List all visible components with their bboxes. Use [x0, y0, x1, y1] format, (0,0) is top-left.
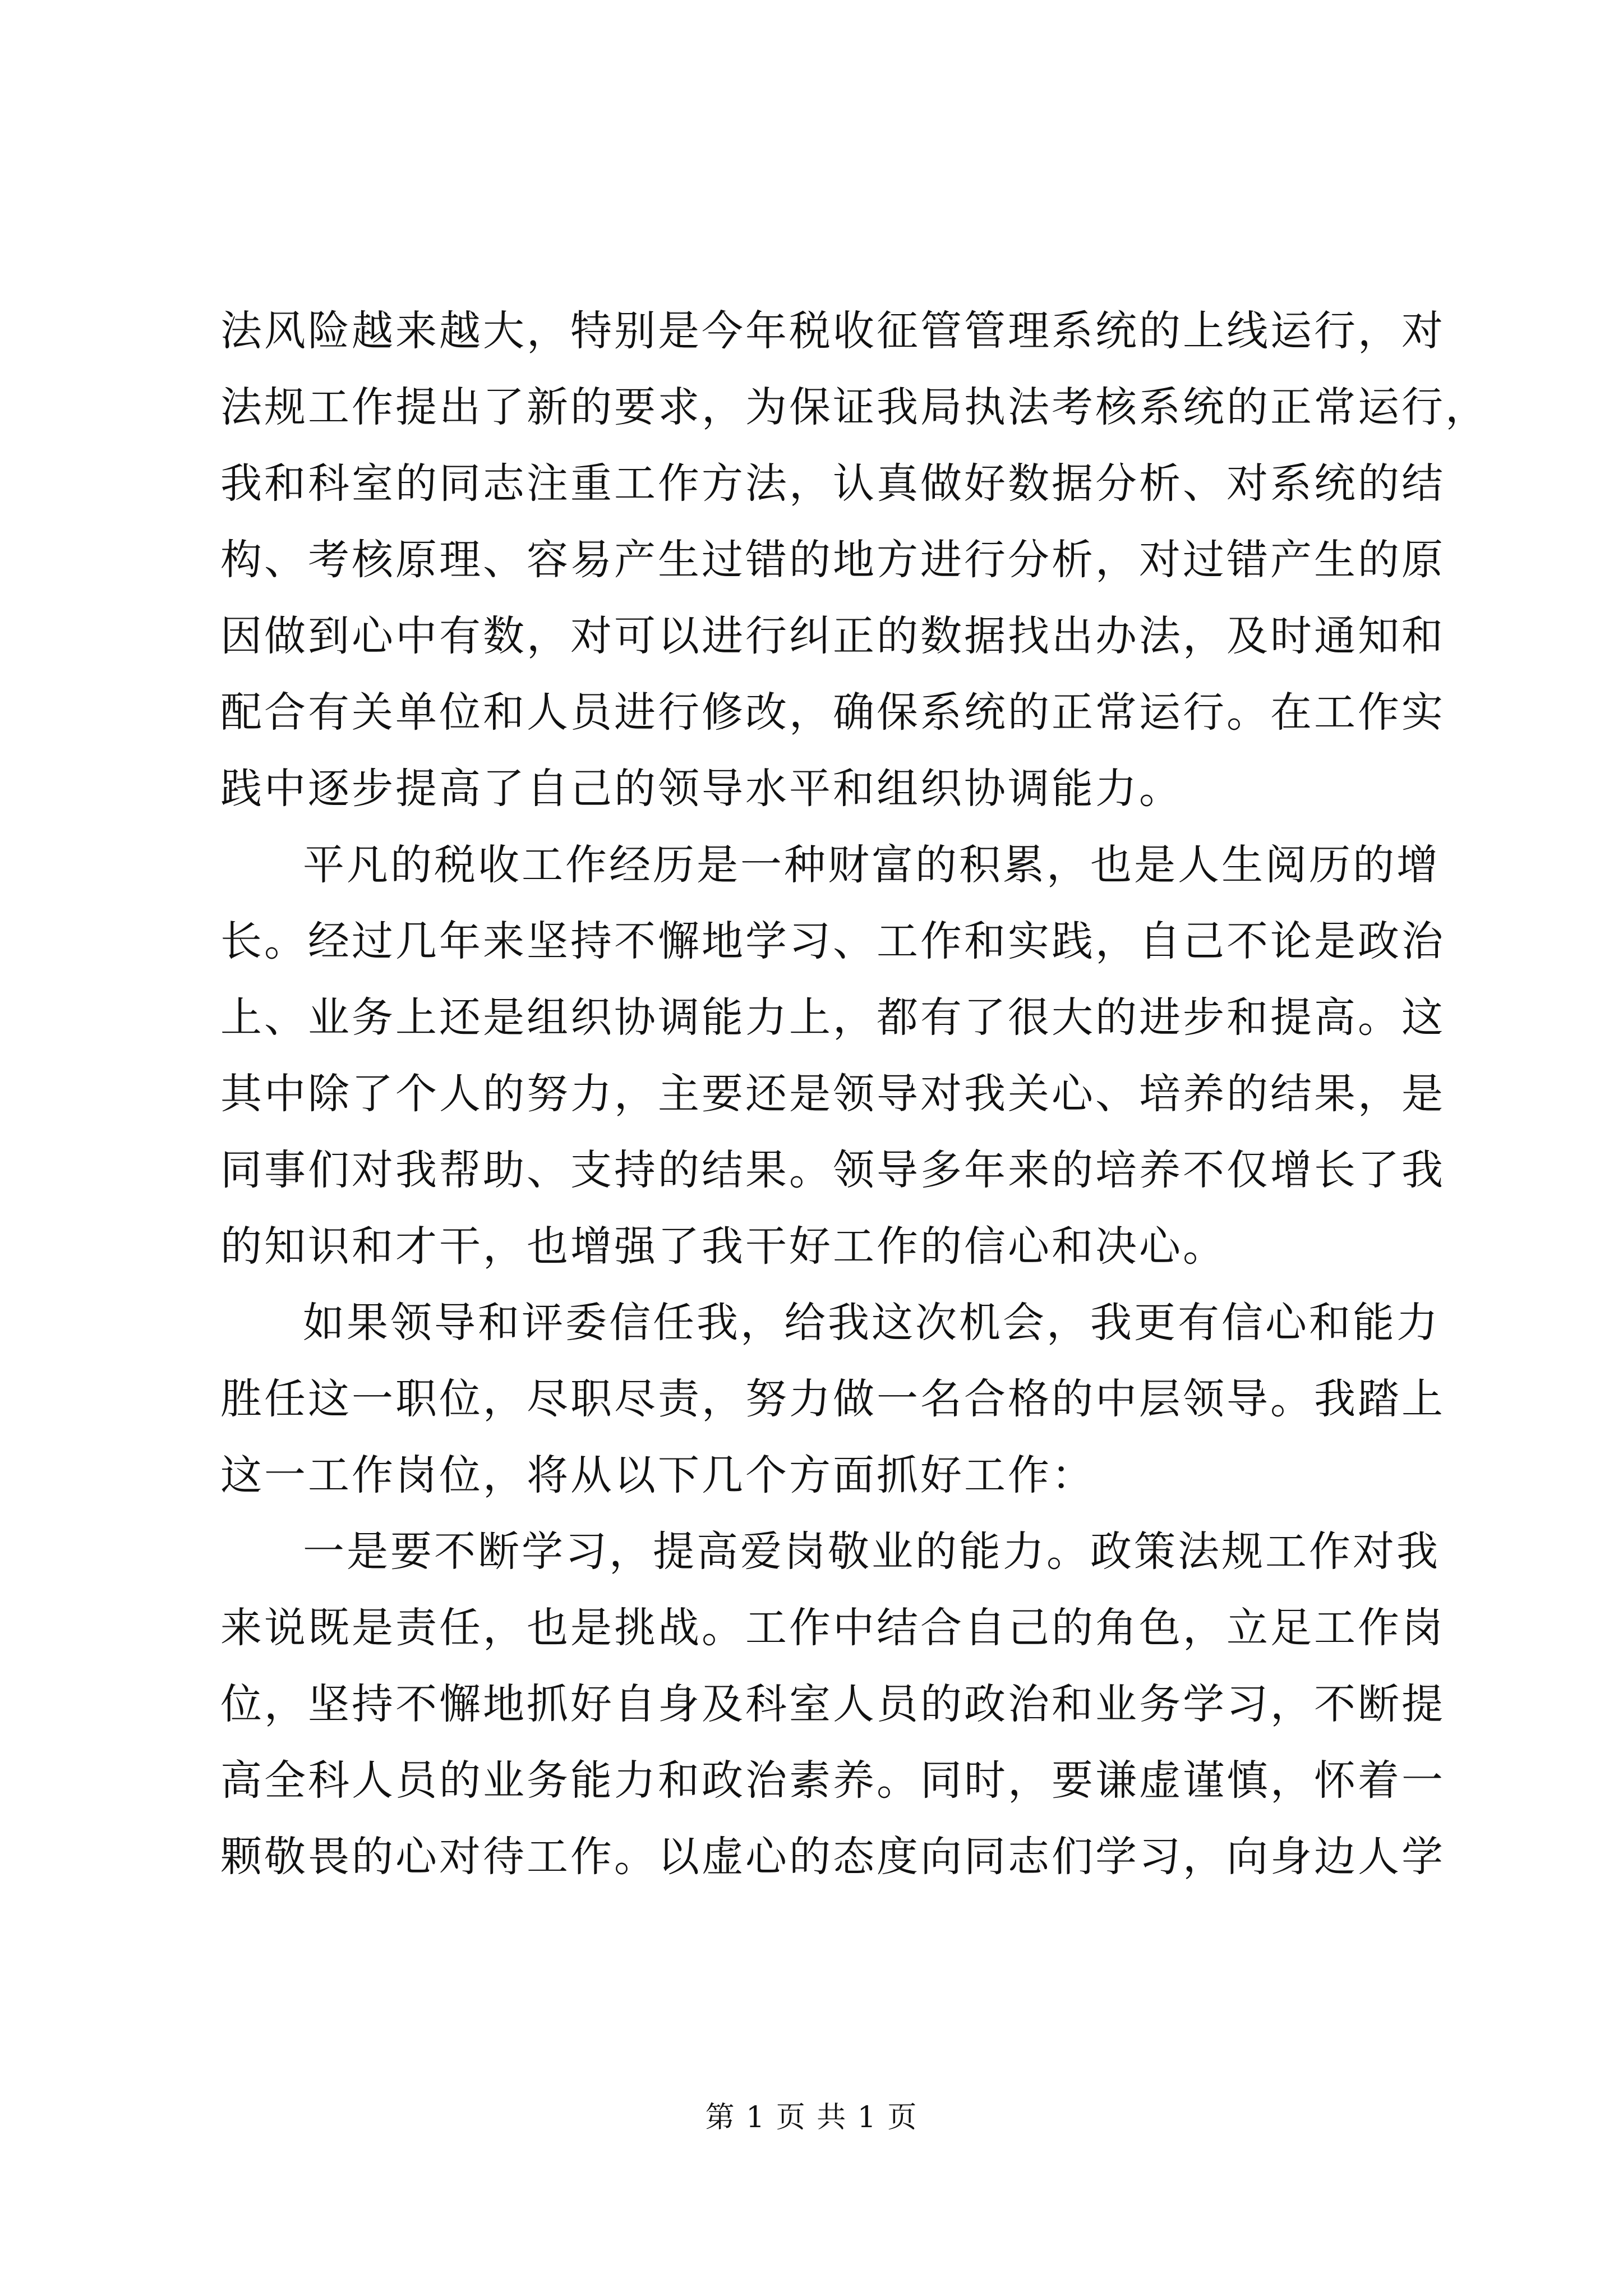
- text-line: 配合有关单位和人员进行修改，确保系统的正常运行。在工作实: [220, 688, 1445, 737]
- text-line: 这一工作岗位，将从以下几个方面抓好工作：: [220, 1451, 1095, 1499]
- text-line: 一是要不断学习，提高爱岗敬业的能力。政策法规工作对我: [303, 1527, 1440, 1576]
- text-line: 如果领导和评委信任我，给我这次机会，我更有信心和能力: [303, 1299, 1440, 1347]
- text-line: 的知识和才干，也增强了我干好工作的信心和决心。: [220, 1222, 1227, 1271]
- text-line: 同事们对我帮助、支持的结果。领导多年来的培养不仅增长了我: [220, 1146, 1445, 1194]
- text-line: 平凡的税收工作经历是一种财富的积累，也是人生阅历的增: [303, 841, 1440, 889]
- text-line: 法规工作提出了新的要求，为保证我局执法考核系统的正常运行，: [220, 383, 1489, 431]
- text-line: 胜任这一职位，尽职尽责，努力做一名合格的中层领导。我踏上: [220, 1375, 1445, 1423]
- text-line: 法风险越来越大，特别是今年税收征管管理系统的上线运行，对: [220, 307, 1445, 355]
- text-line: 其中除了个人的努力，主要还是领导对我关心、培养的结果，是: [220, 1070, 1445, 1118]
- text-line: 颗敬畏的心对待工作。以虚心的态度向同志们学习，向身边人学: [220, 1833, 1445, 1881]
- text-line: 我和科室的同志注重工作方法，认真做好数据分析、对系统的结: [220, 459, 1445, 508]
- text-line: 长。经过几年来坚持不懈地学习、工作和实践，自己不论是政治: [220, 917, 1445, 965]
- text-line: 位，坚持不懈地抓好自身及科室人员的政治和业务学习，不断提: [220, 1680, 1445, 1728]
- text-line: 来说既是责任，也是挑战。工作中结合自己的角色，立足工作岗: [220, 1604, 1445, 1652]
- text-line: 高全科人员的业务能力和政治素养。同时，要谦虚谨慎，怀着一: [220, 1756, 1445, 1805]
- text-line: 上、业务上还是组织协调能力上，都有了很大的进步和提高。这: [220, 993, 1445, 1042]
- text-line: 因做到心中有数，对可以进行纠正的数据找出办法，及时通知和: [220, 612, 1445, 660]
- text-line: 践中逐步提高了自己的领导水平和组织协调能力。: [220, 765, 1183, 813]
- text-line: 构、考核原理、容易产生过错的地方进行分析，对过错产生的原: [220, 536, 1445, 584]
- page-footer: 第 1 页 共 1 页: [705, 2101, 918, 2134]
